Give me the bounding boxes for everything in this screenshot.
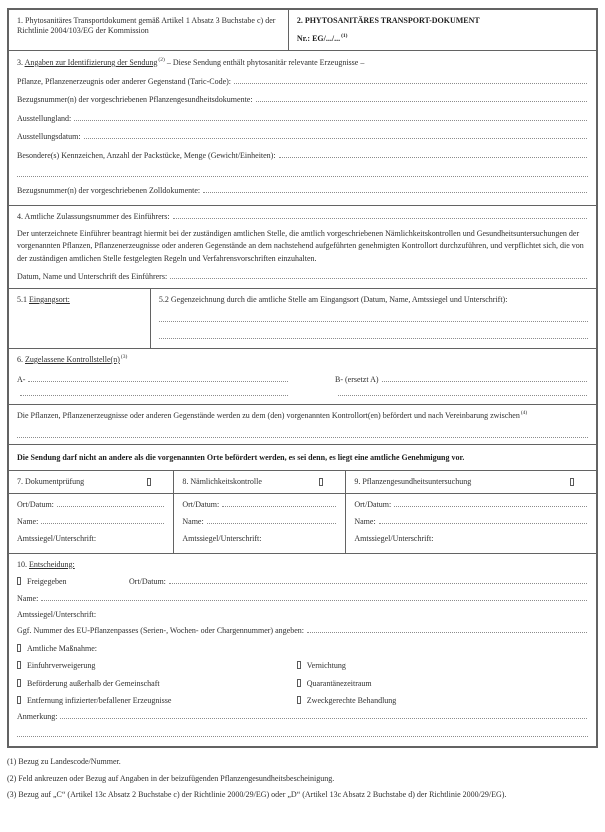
- official-measure-row: [17, 643, 588, 654]
- checkbox-icon: [17, 644, 21, 652]
- box2-cell: [288, 10, 596, 50]
- seal-signature-label: Amtssiegel/Unterschrift:: [354, 533, 434, 543]
- dotted-line: [20, 395, 288, 396]
- dotted-line: [207, 523, 337, 524]
- checkbox-icon: [147, 478, 151, 486]
- name-label: Name:: [17, 516, 39, 526]
- dotted-line: [17, 729, 588, 737]
- dotted-line: [169, 583, 587, 584]
- refusal-option: [17, 660, 297, 671]
- dotted-line: [170, 278, 587, 279]
- refusal-label: Einfuhrverweigerung: [27, 661, 96, 671]
- dotted-line: [41, 523, 164, 524]
- checkbox-icon: [297, 679, 301, 687]
- released-row: [17, 576, 588, 587]
- checks-body-row: [9, 493, 596, 553]
- approval-number-field: [17, 212, 588, 222]
- place-b-field: [335, 375, 588, 385]
- section-10-title: [17, 560, 588, 570]
- dotted-line: [379, 523, 587, 524]
- place-date-field: [182, 500, 337, 510]
- released-option: [17, 576, 129, 587]
- footnote-2: (2) Feld ankreuzen oder Bezug auf Angaben in der beizufügenden Pflanzengesundheitsbescheinigung.: [7, 773, 335, 783]
- dotted-line: [256, 101, 587, 102]
- dotted-line: [307, 632, 587, 633]
- issue-country-label: Ausstellungland:: [17, 113, 72, 123]
- checks-header-row: [9, 470, 596, 493]
- customs-doc-ref-label: Bezugsnummer(n) der vorgeschriebenen Zolldokumente:: [17, 185, 201, 195]
- issue-country-field: [17, 114, 588, 124]
- dotted-line: [203, 192, 587, 193]
- section-6-inspection-places: [9, 348, 596, 404]
- document-title: 2. PHYTOSANITÄRES TRANSPORT-DOKUMENT: [296, 16, 480, 25]
- identity-check-title: 8. Nämlichkeitskontrolle: [182, 476, 262, 486]
- section-10-decision: [9, 553, 596, 746]
- box1-text: 1. Phytosanitäres Transportdokument gemäß Artikel 1 Absatz 3 Buchstabe c) der Richtlinie 2004/103/EG der Kommission: [17, 16, 276, 35]
- health-doc-ref-field: [17, 95, 588, 105]
- transfer-text: Die Pflanzen, Pflanzenerzeugnisse oder anderen Gegenstände werden zu dem (den) vorgenannten Kontrollort(en) befördert und nach Vereinbarung zwischen: [17, 410, 520, 420]
- checkbox-icon: [570, 478, 574, 486]
- countersign-cell: [150, 289, 596, 348]
- place-date-field: [354, 500, 588, 510]
- measure-options-row-2: [17, 678, 588, 689]
- name-field: [354, 517, 588, 527]
- seal-signature-label: Amtssiegel/Unterschrift:: [17, 533, 97, 543]
- document-number-line: [297, 34, 588, 44]
- dotted-line: [222, 506, 336, 507]
- checkbox-icon: [319, 478, 323, 486]
- released-label: Freigegeben: [27, 577, 67, 587]
- phytosanitary-transport-form: [7, 8, 598, 748]
- dotted-line: [159, 331, 588, 339]
- footnotes: [7, 757, 598, 801]
- name-field: [17, 517, 165, 527]
- checkbox-icon: [17, 696, 21, 704]
- official-measure-label: Amtliche Maßnahme:: [27, 643, 97, 653]
- name-field: [182, 517, 337, 527]
- name-label: Name:: [17, 593, 39, 603]
- taric-label: Pflanze, Pflanzenerzeugnis oder anderer Gegenstand (Taric-Code):: [17, 76, 232, 86]
- dotted-line: [60, 718, 587, 719]
- plant-health-check-header: [345, 471, 596, 493]
- place-ab-row: [17, 375, 588, 385]
- dotted-line: [41, 600, 587, 601]
- remark-field: [17, 712, 588, 722]
- plant-health-check-body: [345, 494, 596, 553]
- section-6-heading: Zugelassene Kontrollstelle(n): [25, 354, 120, 364]
- marks-quantity-label: Besondere(s) Kennzeichen, Anzahl der Packstücke, Menge (Gewicht/Einheiten):: [17, 150, 276, 160]
- checkbox-icon: [17, 577, 21, 585]
- approval-number-label: 4. Amtliche Zulassungsnummer des Einführers:: [17, 211, 170, 221]
- place-date-label: Ort/Datum:: [129, 577, 166, 587]
- footnote-ref-3: (3): [120, 354, 128, 361]
- identity-check-body: [173, 494, 345, 553]
- document-check-header: [9, 471, 173, 493]
- section-5-1-number: 5.1: [17, 294, 27, 304]
- box1-cell: [9, 10, 288, 50]
- remark-label: Anmerkung:: [17, 712, 58, 722]
- dotted-line: [17, 169, 588, 177]
- dotted-line: [338, 395, 587, 396]
- checkbox-icon: [17, 679, 21, 687]
- section-3-identification: [9, 50, 596, 205]
- footnote-1: (1) Bezug zu Landescode/Nummer.: [7, 756, 121, 766]
- checkbox-icon: [297, 696, 301, 704]
- place-a-label: A-: [17, 374, 26, 384]
- name-field: [17, 594, 588, 604]
- footnote-ref-1: (1): [341, 33, 348, 40]
- section-6-number: 6.: [17, 354, 23, 364]
- checkbox-icon: [17, 661, 21, 669]
- issue-date-field: [17, 132, 588, 142]
- name-label: Name:: [354, 516, 376, 526]
- treatment-label: Zweckgerechte Behandlung: [306, 696, 397, 706]
- transfer-agreement-text: [17, 411, 588, 421]
- place-b-label: B- (ersetzt A): [335, 374, 379, 384]
- seal-signature-label: Amtssiegel/Unterschrift:: [17, 610, 97, 620]
- transport-outside-option: [17, 678, 297, 689]
- countersign-label: 5.2 Gegenzeichnung durch die amtliche Stelle am Eingangsort (Datum, Name, Amtssiegel und Unterschrift):: [158, 294, 508, 304]
- marks-quantity-field: [17, 151, 588, 161]
- place-a-continuation: [17, 395, 289, 398]
- seal-signature-label: Amtssiegel/Unterschrift:: [182, 533, 262, 543]
- section-4-importer: [9, 205, 596, 288]
- destruction-option: [297, 660, 588, 671]
- importer-declaration: Der unterzeichnete Einführer beantragt hiermit bei der zuständigen amtlichen Stelle, die amtlich vorgeschriebenen Nämlichkeitskontrollen und Gesundheitsuntersuchungen der vorgenannten Pflanzen, Pflanzenerzeugnisse oder anderen Gegenstände an dem nachstehend aufgeführten genehmigten Kontrollort durchzuführen, und verpflichtet sich, die von der zuständigen amtlichen Stelle festgelegten Regeln und Verfahrensvorschriften einzuhalten.: [17, 228, 584, 264]
- measure-options-row-1: [17, 660, 588, 671]
- identity-check-header: [173, 471, 345, 493]
- section-3-number: 3.: [17, 58, 23, 67]
- place-ab-continuation-row: [17, 395, 588, 398]
- dotted-line: [74, 120, 587, 121]
- transport-outside-label: Beförderung außerhalb der Gemeinschaft: [27, 678, 160, 688]
- plant-health-check-title: 9. Pflanzengesundheitsuntersuchung: [354, 476, 472, 486]
- dotted-line: [57, 506, 164, 507]
- footnote-3: (3) Bezug auf „C“ (Artikel 13c Absatz 2 Buchstabe c) der Richtlinie 2000/29/EG) oder „D“ (Artikel 13c Absatz 2 Buchstabe d) der Richtlinie 2000/29/EG).: [7, 790, 507, 800]
- dotted-line: [394, 506, 587, 507]
- dotted-line: [17, 430, 588, 438]
- place-date-label: Ort/Datum:: [354, 499, 392, 509]
- place-date-field: [17, 500, 165, 510]
- document-check-body: [9, 494, 173, 553]
- issue-date-label: Ausstellungsdatum:: [17, 132, 81, 141]
- place-date-label: Ort/Datum:: [182, 499, 220, 509]
- taric-field: [17, 77, 588, 87]
- section-5-entry-point: [9, 288, 596, 348]
- footnote-ref-2: (2): [158, 57, 165, 64]
- dotted-line: [173, 218, 587, 219]
- removal-label: Entfernung infizierter/befallener Erzeugnisse: [27, 696, 172, 706]
- measure-options-row-3: [17, 695, 588, 706]
- dotted-line: [159, 314, 588, 322]
- header-row: [9, 10, 596, 50]
- removal-option: [17, 695, 297, 706]
- importer-signature-field: [17, 272, 588, 282]
- dotted-line: [84, 138, 587, 139]
- dotted-line: [28, 381, 288, 382]
- importer-signature-label: Datum, Name und Unterschrift des Einführers:: [17, 271, 168, 281]
- destruction-label: Vernichtung: [306, 661, 346, 671]
- place-b-continuation: [335, 395, 588, 398]
- checkbox-icon: [297, 661, 301, 669]
- no-transport-notice: Die Sendung darf nicht an andere als die vorgenannten Orte befördert werden, es sei denn, es liegt eine amtliche Genehmigung vor.: [9, 444, 596, 470]
- document-check-title: 7. Dokumentprüfung: [17, 476, 85, 486]
- section-10-heading: Entscheidung:: [29, 559, 75, 569]
- dotted-line: [382, 381, 587, 382]
- section-3-subtitle: – Diese Sendung enthält phytosanitär relevante Erzeugnisse –: [166, 58, 365, 67]
- transfer-agreement-row: [9, 404, 596, 444]
- place-date-label: Ort/Datum:: [17, 499, 54, 509]
- plant-passport-field: [17, 626, 588, 636]
- health-doc-ref-label: Bezugsnummer(n) der vorgeschriebenen Pflanzengesundheitsdokumente:: [17, 95, 253, 104]
- customs-doc-ref-field: [17, 186, 588, 196]
- plant-passport-label: Ggf. Nummer des EU-Pflanzenpasses (Serien-, Wochen- oder Chargennummer) angeben:: [17, 626, 304, 636]
- section-6-title: [17, 355, 588, 365]
- quarantine-label: Quarantänezeitraum: [306, 678, 372, 688]
- section-3-title: [17, 58, 588, 68]
- dotted-line: [279, 157, 587, 158]
- dotted-line: [234, 83, 587, 84]
- entry-point-label: Eingangsort:: [29, 294, 70, 304]
- footnote-ref-4: (4): [520, 410, 528, 417]
- entry-point-cell: [9, 289, 150, 348]
- name-label: Name:: [182, 516, 204, 526]
- section-10-number: 10.: [17, 559, 27, 569]
- section-3-heading: Angaben zur Identifizierung der Sendung: [24, 58, 158, 67]
- treatment-option: [297, 695, 588, 706]
- place-a-field: [17, 375, 289, 385]
- document-number-text: Nr.: EG/.../...: [296, 34, 341, 43]
- quarantine-option: [297, 678, 588, 689]
